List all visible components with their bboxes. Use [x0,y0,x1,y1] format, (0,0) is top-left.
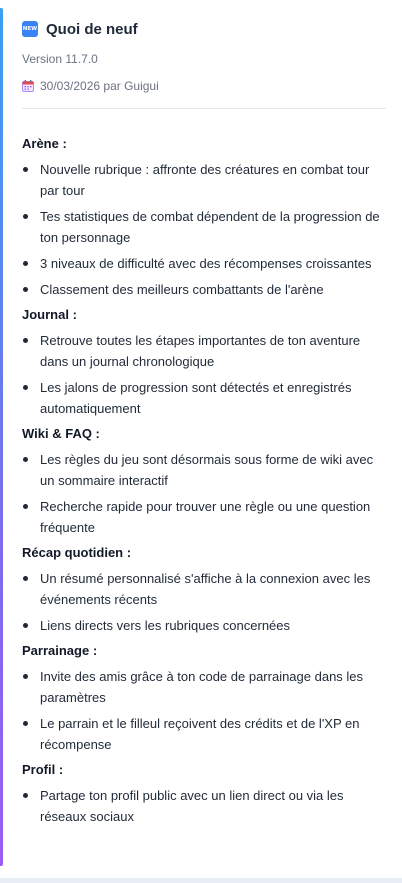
page-title: Quoi de neuf [46,20,138,38]
title-row [22,16,386,42]
list-item: Les règles du jeu sont désormais sous forme de wiki avec un sommaire interactif [22,449,386,491]
list-item: Recherche rapide pour trouver une règle ou une question fréquente [22,496,386,538]
card-accent-bar [0,8,3,866]
list-item: Classement des meilleurs combattants de l'arène [22,279,386,300]
header-divider [22,108,386,109]
changelog-header [22,16,386,94]
section-list [22,568,386,636]
section-list [22,449,386,538]
list-item: Retrouve toutes les étapes importantes de ton aventure dans un journal chronologique [22,330,386,372]
calendar-icon [22,80,34,92]
changelog-content [22,135,386,833]
section-title: Journal : [22,307,77,322]
section-title: Arène : [22,136,67,151]
list-item: 3 niveaux de difficulté avec des récompenses croissantes [22,253,386,274]
list-item: Le parrain et le filleul reçoivent des crédits et de l'XP en récompense [22,713,386,755]
list-item: Tes statistiques de combat dépendent de la progression de ton personnage [22,206,386,248]
list-item: Les jalons de progression sont détectés et enregistrés automatiquement [22,377,386,419]
section-list [22,159,386,300]
date-row [22,78,386,94]
list-item: Nouvelle rubrique : affronte des créatures en combat tour par tour [22,159,386,201]
list-item: Liens directs vers les rubriques concernées [22,615,386,636]
list-item: Un résumé personnalisé s'affiche à la connexion avec les événements récents [22,568,386,610]
section-list [22,330,386,419]
section-list [22,666,386,755]
section-title: Récap quotidien : [22,545,132,560]
section-title: Wiki & FAQ : [22,426,100,441]
section-title: Parrainage : [22,643,98,658]
section-title: Profil : [22,762,64,777]
date-author-label: 30/03/2026 par Guigui [40,79,159,93]
version-label: Version 11.7.0 [22,52,98,66]
new-badge-icon: NEW [22,21,38,37]
section-list [22,785,386,827]
list-item: Invite des amis grâce à ton code de parrainage dans les paramètres [22,666,386,708]
list-item: Partage ton profil public avec un lien direct ou via les réseaux sociaux [22,785,386,827]
